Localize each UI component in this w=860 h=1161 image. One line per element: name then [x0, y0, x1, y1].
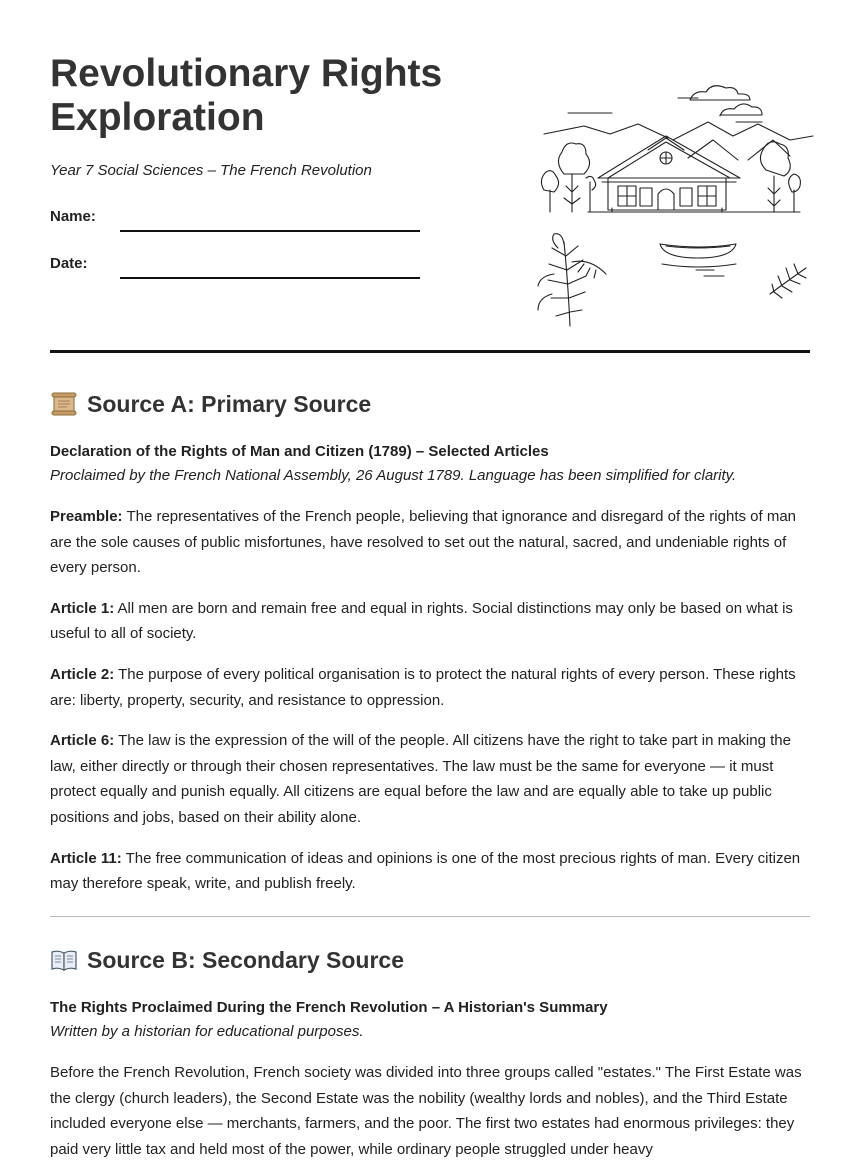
- name-field[interactable]: [120, 208, 420, 232]
- article-6-paragraph: [50, 728, 810, 830]
- open-book-icon: [50, 947, 78, 973]
- article-text: The free communication of ideas and opinions is one of the most precious rights of man. Every citizen may therefore speak, write, and publish freely.: [50, 849, 801, 893]
- date-field[interactable]: [120, 255, 420, 279]
- article-1-paragraph: [50, 596, 810, 647]
- source-a-heading-text: Source A: Primary Source: [87, 390, 372, 417]
- date-label: Date:: [50, 255, 88, 272]
- source-b-doc-note: Written by a historian for educational purposes.: [50, 1023, 364, 1040]
- name-field-row: [50, 208, 420, 232]
- source-a-heading: [50, 384, 810, 424]
- article-label: Article 2:: [50, 665, 115, 683]
- article-label: Preamble:: [50, 508, 123, 525]
- header-divider: [50, 350, 810, 353]
- article-11-paragraph: [50, 846, 810, 897]
- name-label: Name:: [50, 208, 96, 225]
- date-field-row: [50, 255, 420, 279]
- article-text: The representatives of the French people, believing that ignorance and disregard of the rights of man are the sole causes of public misfortunes, have resolved to set out the natural, sacred, and undeniable rights of every person.: [50, 508, 797, 577]
- source-b-section: [50, 940, 810, 1161]
- article-2-paragraph: [50, 662, 810, 713]
- source-b-paragraph: Before the French Revolution, French society was divided into three groups called "estates." The First Estate was the clergy (church leaders), the Second Estate was the nobility (wealthy lords and nobles), and the Third Estate included everyone else — merchants, farmers, and the poor. The first two estates had enormous privileges: they paid very little tax and held most of the power, while ordinary people struggled under heavy: [50, 1064, 802, 1158]
- article-text: The purpose of every political organisation is to protect the natural rights of every person. These rights are: liberty, property, security, and resistance to oppression.: [50, 665, 796, 709]
- source-b-doc-title: The Rights Proclaimed During the French Revolution – A Historian's Summary: [50, 999, 608, 1016]
- article-label: Article 6:: [50, 732, 115, 750]
- scroll-icon: [50, 391, 78, 417]
- source-a-doc-note: Proclaimed by the French National Assembly, 26 August 1789. Language has been simplified for clarity.: [50, 467, 737, 484]
- village-house-landscape-illustration: [528, 78, 818, 330]
- article-text: All men are born and remain free and equal in rights. Social distinctions may only be based on what is useful to all of society.: [50, 599, 793, 643]
- source-a-section: [50, 384, 810, 912]
- article-label: Article 11:: [50, 849, 122, 867]
- worksheet-header: [0, 0, 860, 352]
- section-divider: [50, 916, 810, 917]
- article-label: Article 1:: [50, 599, 115, 617]
- source-a-doc-title: Declaration of the Rights of Man and Citizen (1789) – Selected Articles: [50, 443, 549, 460]
- page-title: Revolutionary Rights Exploration: [50, 52, 443, 139]
- page-subtitle: Year 7 Social Sciences – The French Revolution: [50, 162, 372, 179]
- preamble-paragraph: [50, 504, 810, 581]
- article-text: The law is the expression of the will of the people. All citizens have the right to take part in making the law, either directly or through their chosen representatives. The law must be the same for everyone — it must protect equally and punish equally. All citizens are equal before the law and are equally able to take up public positions and jobs, based on their ability alone.: [50, 732, 791, 826]
- source-b-heading-text: Source B: Secondary Source: [87, 946, 404, 973]
- source-b-heading: [50, 940, 810, 980]
